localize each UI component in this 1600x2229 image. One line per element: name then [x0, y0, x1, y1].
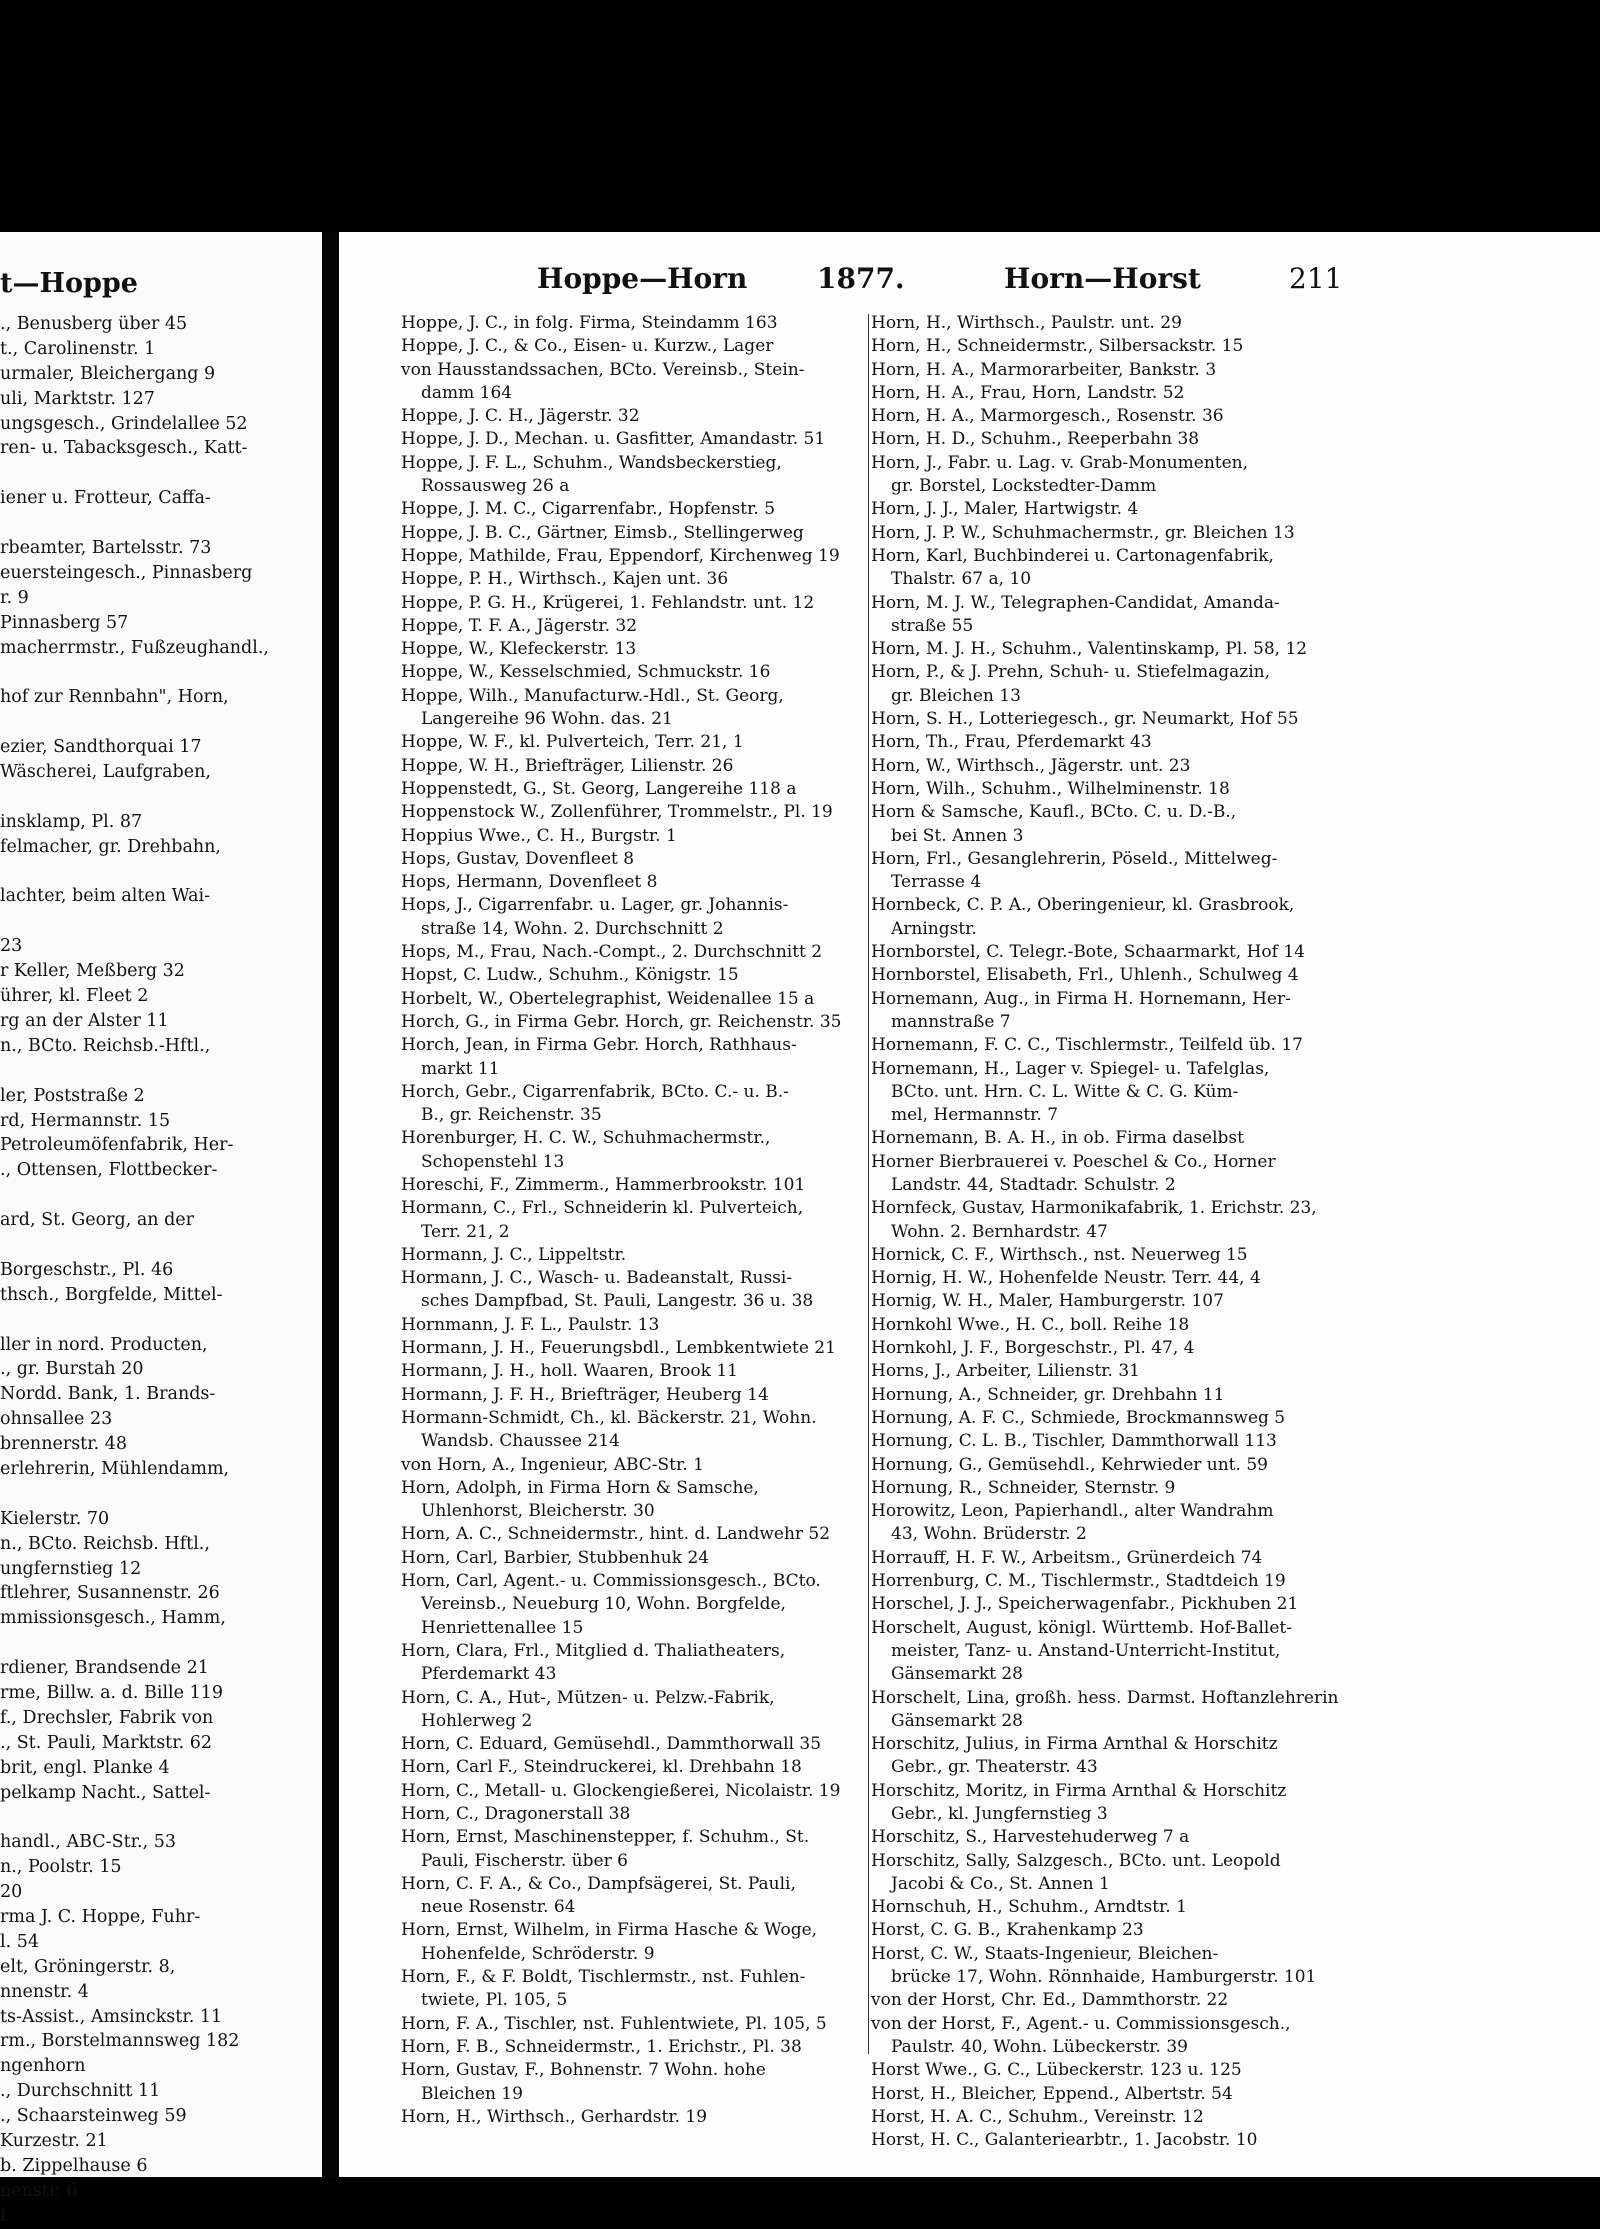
- directory-entry-line: Wohn. 2. Bernhardstr. 47: [891, 1221, 1108, 1242]
- left-page-line: ., gr. Burstah 20: [0, 1359, 144, 1380]
- directory-entry-line: Hornbeck, C. P. A., Oberingenieur, kl. Grasbrook,: [871, 895, 1295, 916]
- directory-column-2: [871, 312, 1341, 2152]
- directory-entry-line: Gänsemarkt 28: [891, 1664, 1023, 1685]
- directory-entry-line: Hohenfelde, Schröderstr. 9: [421, 1943, 655, 1964]
- directory-entry-line: gr. Bleichen 13: [891, 685, 1021, 706]
- directory-entry-line: Horn & Samsche, Kaufl., BCto. C. u. D.-B.,: [871, 802, 1237, 823]
- directory-column-1: [401, 312, 871, 2129]
- directory-entry-line: Arningstr.: [891, 918, 977, 939]
- left-page-line: [0, 1059, 322, 1084]
- directory-entry-line: Langereihe 96 Wohn. das. 21: [421, 709, 673, 730]
- directory-entry-line: Hoppe, T. F. A., Jägerstr. 32: [401, 615, 638, 636]
- left-page-line: [0, 909, 322, 934]
- left-page-line: [0, 1631, 322, 1656]
- directory-entry-line: Gänsemarkt 28: [891, 1710, 1023, 1731]
- directory-entry-line: straße 55: [891, 615, 974, 636]
- directory-entry-line: Vereinsb., Neueburg 10, Wohn. Borgfelde,: [421, 1594, 786, 1615]
- left-page-line: insklamp, Pl. 87: [0, 811, 143, 832]
- left-page-line: rbeamter, Bartelsstr. 73: [0, 538, 212, 559]
- directory-entry-line: Hornkohl Wwe., H. C., boll. Reihe 18: [871, 1314, 1190, 1335]
- directory-entry-line: Horner Bierbrauerei v. Poeschel & Co., Horner: [871, 1151, 1276, 1172]
- directory-entry-line: Landstr. 44, Stadtadr. Schulstr. 2: [891, 1174, 1176, 1195]
- directory-entry-line: Horn, C. A., Hut-, Mützen- u. Pelzw.-Fabrik,: [401, 1687, 775, 1708]
- directory-entry-line: Horn, Clara, Frl., Mitglied d. Thaliatheaters,: [401, 1640, 786, 1661]
- directory-entry-line: Horschelt, Lina, großh. hess. Darmst. Hoftanzlehrerin: [871, 1687, 1339, 1708]
- directory-entry-line: Horn, J. P. W., Schuhmachermstr., gr. Bleichen 13: [871, 522, 1295, 543]
- directory-entry-line: Horschel, J. J., Speicherwagenfabr., Pickhuben 21: [871, 1594, 1299, 1615]
- left-page-line: ts-Assist., Amsinckstr. 11: [0, 2006, 223, 2027]
- directory-entry-line: Horn, Ernst, Wilhelm, in Firma Hasche & Woge,: [401, 1920, 818, 1941]
- left-page-header: t—Hoppe: [0, 268, 138, 299]
- directory-entry-line: Hoppe, J. C., & Co., Eisen- u. Kurzw., Lager: [401, 336, 774, 357]
- directory-entry-line: 43, Wohn. Brüderstr. 2: [891, 1524, 1087, 1545]
- left-page-line: ., Schaarsteinweg 59: [0, 2106, 187, 2127]
- directory-entry-line: Horn, C., Dragonerstall 38: [401, 1804, 631, 1824]
- left-page-line: nnenstr. 4: [0, 1981, 89, 2002]
- left-page-line: rm., Borstelmannsweg 182: [0, 2031, 240, 2052]
- book-gutter: [322, 232, 339, 2177]
- directory-entry-line: Horrenburg, C. M., Tischlermstr., Stadtdeich 19: [871, 1571, 1286, 1592]
- directory-entry-line: Hoppe, W., Kesselschmied, Schmuckstr. 16: [401, 662, 771, 683]
- directory-entry-line: Hops, Gustav, Dovenfleet 8: [401, 848, 635, 869]
- left-page-line: uli, Marktstr. 127: [0, 388, 155, 409]
- left-page-line: [0, 461, 322, 486]
- left-page-line: hof zur Rennbahn", Horn,: [0, 687, 229, 708]
- directory-entry-line: markt 11: [421, 1058, 500, 1079]
- directory-entry-line: Horst, H. C., Galanteriearbtr., 1. Jacobstr. 10: [871, 2130, 1258, 2151]
- directory-entry-line: Rossausweg 26 a: [421, 476, 570, 497]
- directory-entry-line: Horn, C. Eduard, Gemüsehdl., Dammthorwall 35: [401, 1734, 822, 1755]
- directory-entry-line: Horn, H., Wirthsch., Paulstr. unt. 29: [871, 313, 1182, 333]
- directory-entry-line: Hornung, A. F. C., Schmiede, Brockmannsweg 5: [871, 1407, 1286, 1428]
- directory-entry-line: Hoppe, W. F., kl. Pulverteich, Terr. 21, 1: [401, 732, 744, 753]
- page-year: 1877.: [817, 262, 905, 295]
- left-page-line: Kurzestr. 21: [0, 2131, 108, 2152]
- directory-entry-line: Hornung, R., Schneider, Sternstr. 9: [871, 1477, 1176, 1498]
- left-page-line: r Keller, Meßberg 32: [0, 961, 185, 982]
- directory-entry-line: Horch, Jean, in Firma Gebr. Horch, Rathhaus-: [401, 1035, 797, 1056]
- left-page-line: [0, 1233, 322, 1258]
- directory-entry-line: von der Horst, Chr. Ed., Dammthorstr. 22: [871, 1990, 1229, 2011]
- directory-entry-line: Hormann, J. C., Wasch- u. Badeanstalt, Russi-: [401, 1268, 793, 1289]
- left-page-line: urmaler, Bleichergang 9: [0, 363, 216, 384]
- left-page-line: ller in nord. Producten,: [0, 1334, 208, 1355]
- left-page-line: Borgeschstr., Pl. 46: [0, 1259, 174, 1280]
- left-page-line: rma J. C. Hoppe, Fuhr-: [0, 1907, 201, 1927]
- directory-entry-line: Hornemann, F. C. C., Tischlermstr., Teilfeld üb. 17: [871, 1035, 1303, 1056]
- directory-entry-line: Hornung, A., Schneider, gr. Drehbahn 11: [871, 1384, 1225, 1405]
- directory-entry-line: B., gr. Reichenstr. 35: [421, 1105, 602, 1126]
- left-page-line: t., Carolinenstr. 1: [0, 338, 156, 359]
- directory-entry-line: Horn, Ernst, Maschinenstepper, f. Schuhm., St.: [401, 1827, 810, 1848]
- left-page-line: n., Poolstr. 15: [0, 1857, 122, 1878]
- directory-entry-line: mannstraße 7: [891, 1011, 1011, 1032]
- left-page-line: [0, 860, 322, 885]
- directory-entry-line: von der Horst, F., Agent.- u. Commissionsgesch.,: [871, 2013, 1291, 2034]
- directory-entry-line: meister, Tanz- u. Anstand-Unterricht-Institut,: [891, 1640, 1281, 1661]
- directory-entry-line: Horn, J. J., Maler, Hartwigstr. 4: [871, 499, 1139, 520]
- directory-entry-line: Horch, Gebr., Cigarrenfabrik, BCto. C.- u. B.-: [401, 1081, 789, 1102]
- directory-entry-line: Horschitz, S., Harvestehuderweg 7 a: [871, 1827, 1190, 1848]
- directory-entry-line: Horowitz, Leon, Papierhandl., alter Wandrahm: [871, 1501, 1274, 1522]
- left-page-line: ungsgesch., Grindelallee 52: [0, 413, 248, 434]
- directory-entry-line: brücke 17, Wohn. Rönnhaide, Hamburgerstr. 101: [891, 1967, 1317, 1988]
- directory-entry-line: Hornig, H. W., Hohenfelde Neustr. Terr. 44, 4: [871, 1268, 1261, 1289]
- left-page-line: [0, 511, 322, 536]
- directory-entry-line: Hormann, C., Frl., Schneiderin kl. Pulverteich,: [401, 1198, 804, 1219]
- directory-entry-line: Horn, Th., Frau, Pferdemarkt 43: [871, 732, 1152, 753]
- directory-entry-line: Horschitz, Julius, in Firma Arnthal & Horschitz: [871, 1734, 1278, 1755]
- directory-entry-line: Hoppe, J. D., Mechan. u. Gasfitter, Amandastr. 51: [401, 429, 826, 450]
- directory-entry-line: Hoppe, J. C. H., Jägerstr. 32: [401, 406, 640, 427]
- directory-entry-line: Horn, H., Schneidermstr., Silbersackstr. 15: [871, 336, 1244, 357]
- directory-entry-line: Hoppenstock W., Zollenführer, Trommelstr., Pl. 19: [401, 802, 833, 823]
- directory-entry-line: Horenburger, H. C. W., Schuhmachermstr.,: [401, 1128, 771, 1149]
- directory-entry-line: Paulstr. 40, Wohn. Lübeckerstr. 39: [891, 2036, 1188, 2057]
- directory-entry-line: Hornemann, Aug., in Firma H. Hornemann, Her-: [871, 988, 1291, 1009]
- running-head-right: Horn—Horst: [1004, 262, 1201, 295]
- left-page-line: rg an der Alster 11: [0, 1010, 169, 1031]
- directory-entry-line: twiete, Pl. 105, 5: [421, 1990, 568, 2011]
- directory-entry-line: Horn, Karl, Buchbinderei u. Cartonagenfabrik,: [871, 545, 1274, 566]
- left-page-line: brennerstr. 48: [0, 1434, 128, 1455]
- left-page-line: ngenhorn: [0, 2056, 86, 2077]
- left-page-line: brit, engl. Planke 4: [0, 1757, 170, 1778]
- left-page-line: b. Zippelhause 6: [0, 2155, 148, 2176]
- left-page-line: r. 9: [0, 587, 29, 608]
- directory-entry-line: Horn, H. A., Marmorarbeiter, Bankstr. 3: [871, 359, 1217, 380]
- directory-entry-line: bei St. Annen 3: [891, 825, 1024, 846]
- directory-entry-line: Henriettenallee 15: [421, 1617, 584, 1638]
- left-page-line: [0, 1183, 322, 1208]
- directory-entry-line: mel, Hermannstr. 7: [891, 1105, 1059, 1126]
- left-page-line: elt, Gröningerstr. 8,: [0, 1956, 176, 1977]
- directory-entry-line: Horn, Carl F., Steindruckerei, kl. Drehbahn 18: [401, 1757, 802, 1778]
- directory-entry-line: Hops, J., Cigarrenfabr. u. Lager, gr. Johannis-: [401, 895, 789, 916]
- left-page-line: l. 54: [0, 1931, 39, 1952]
- directory-entry-line: sches Dampfbad, St. Pauli, Langestr. 36 u. 38: [421, 1291, 814, 1312]
- directory-entry-line: Horns, J., Arbeiter, Lilienstr. 31: [871, 1361, 1140, 1382]
- directory-entry-line: Hoppe, Wilh., Manufacturw.-Hdl., St. Georg,: [401, 685, 784, 706]
- directory-entry-line: Horn, M. J. H., Schuhm., Valentinskamp, Pl. 58, 12: [871, 639, 1308, 660]
- directory-entry-line: Horn, F. B., Schneidermstr., 1. Erichstr., Pl. 38: [401, 2036, 802, 2057]
- directory-entry-line: Hornung, G., Gemüsehdl., Kehrwieder unt. 59: [871, 1454, 1268, 1475]
- directory-entry-line: Hohlerweg 2: [421, 1710, 533, 1731]
- directory-entry-line: Horbelt, W., Obertelegraphist, Weidenallee 15 a: [401, 988, 815, 1009]
- directory-entry-line: damm 164: [421, 382, 513, 403]
- left-page-lines: [0, 312, 322, 2229]
- page-number: 211: [1289, 262, 1343, 295]
- directory-entry-line: neue Rosenstr. 64: [421, 1897, 576, 1918]
- directory-entry-line: Horschitz, Moritz, in Firma Arnthal & Horschitz: [871, 1780, 1287, 1801]
- left-page-line: [0, 1805, 322, 1830]
- directory-entry-line: Gebr., kl. Jungfernstieg 3: [891, 1804, 1108, 1824]
- directory-entry-line: Hoppe, J. F. L., Schuhm., Wandsbeckerstieg,: [401, 452, 782, 473]
- column-divider: [868, 314, 869, 2054]
- directory-entry-line: Bleichen 19: [421, 2083, 523, 2104]
- directory-entry-line: Horn, C., Metall- u. Glockengießerei, Nicolaistr. 19: [401, 1780, 841, 1801]
- left-page-line: Wäscherei, Laufgraben,: [0, 762, 211, 783]
- directory-entry-line: Hormann, J. C., Lippeltstr.: [401, 1244, 627, 1265]
- directory-entry-line: Hoppe, P. H., Wirthsch., Kajen unt. 36: [401, 569, 729, 590]
- directory-entry-line: Horn, H., Wirthsch., Gerhardstr. 19: [401, 2106, 708, 2127]
- left-page-line: Nordd. Bank, 1. Brands-: [0, 1384, 216, 1405]
- left-page-line: [0, 1482, 322, 1507]
- directory-entry-line: Horn, M. J. W., Telegraphen-Candidat, Amanda-: [871, 592, 1280, 613]
- left-page-line: n., BCto. Reichsb. Hftl.,: [0, 1533, 210, 1554]
- directory-entry-line: Hornmann, J. F. L., Paulstr. 13: [401, 1314, 660, 1335]
- directory-entry-line: Horn, Gustav, F., Bohnenstr. 7 Wohn. hohe: [401, 2060, 766, 2081]
- left-page-line: ., Benusberg über 45: [0, 314, 188, 334]
- directory-entry-line: Pauli, Fischerstr. über 6: [421, 1850, 628, 1871]
- left-page-line: Pinnasberg 57: [0, 612, 129, 633]
- directory-entry-line: Horst, C. G. B., Krahenkamp 23: [871, 1920, 1144, 1941]
- left-page-line: [0, 660, 322, 685]
- directory-entry-line: Horschitz, Sally, Salzgesch., BCto. unt. Leopold: [871, 1850, 1281, 1871]
- directory-entry-line: von Horn, A., Ingenieur, ABC-Str. 1: [401, 1454, 704, 1475]
- directory-entry-line: Horn, C. F. A., & Co., Dampfsägerei, St. Pauli,: [401, 1873, 796, 1894]
- left-page-line: [0, 785, 322, 810]
- left-page-line: Petroleumöfenfabrik, Her-: [0, 1135, 234, 1156]
- left-page-line: mmissionsgesch., Hamm,: [0, 1608, 226, 1629]
- directory-entry-line: Gebr., gr. Theaterstr. 43: [891, 1757, 1098, 1778]
- directory-entry-line: Horn, Carl, Barbier, Stubbenhuk 24: [401, 1547, 710, 1568]
- left-page-line: macherrmstr., Fußzeughandl.,: [0, 637, 269, 658]
- left-page-line: f., Drechsler, Fabrik von: [0, 1707, 214, 1728]
- directory-entry-line: Horst, H., Bleicher, Eppend., Albertstr. 54: [871, 2083, 1233, 2104]
- directory-entry-line: Hornkohl, J. F., Borgeschstr., Pl. 47, 4: [871, 1338, 1195, 1359]
- directory-entry-line: Horn, Carl, Agent.- u. Commissionsgesch., BCto.: [401, 1571, 821, 1592]
- left-page-line: Kielerstr. 70: [0, 1508, 110, 1529]
- directory-entry-line: Horn, J., Fabr. u. Lag. v. Grab-Monumenten,: [871, 452, 1249, 473]
- left-page-line: erlehrerin, Mühlendamm,: [0, 1458, 230, 1479]
- directory-entry-line: Hornschuh, H., Schuhm., Arndtstr. 1: [871, 1897, 1187, 1918]
- left-page-line: ., St. Pauli, Marktstr. 62: [0, 1732, 213, 1753]
- directory-entry-line: Horn, S. H., Lotteriegesch., gr. Neumarkt, Hof 55: [871, 709, 1299, 730]
- directory-entry-line: Jacobi & Co., St. Annen 1: [891, 1873, 1110, 1894]
- left-page-line: ezier, Sandthorquai 17: [0, 737, 202, 758]
- directory-entry-line: Hoppe, Mathilde, Frau, Eppendorf, Kirchenweg 19: [401, 545, 840, 566]
- left-page-line: n., BCto. Reichsb.-Hftl.,: [0, 1035, 211, 1056]
- left-page-line: iener u. Frotteur, Caffa-: [0, 488, 211, 509]
- left-page-line: lachter, beim alten Wai-: [0, 886, 211, 907]
- directory-entry-line: Hops, Hermann, Dovenfleet 8: [401, 872, 658, 893]
- directory-entry-line: Hormann, J. H., Feuerungsbdl., Lembkentwiete 21: [401, 1338, 836, 1359]
- left-page-fragment: [0, 232, 322, 2226]
- directory-entry-line: Hornborstel, Elisabeth, Frl., Uhlenh., Schulweg 4: [871, 965, 1299, 986]
- directory-entry-line: Horn, H. A., Frau, Horn, Landstr. 52: [871, 382, 1185, 403]
- left-page-line: ohnsallee 23: [0, 1409, 113, 1430]
- directory-entry-line: Hornick, C. F., Wirthsch., nst. Neuerweg 15: [871, 1244, 1248, 1265]
- left-page-line: nenstr. 6: [0, 2180, 78, 2201]
- left-page-line: handl., ABC-Str., 53: [0, 1832, 177, 1853]
- directory-entry-line: Horn, A. C., Schneidermstr., hint. d. Landwehr 52: [401, 1524, 831, 1545]
- directory-entry-line: Hornung, C. L. B., Tischler, Dammthorwall 113: [871, 1431, 1277, 1452]
- left-page-line: rdiener, Brandsende 21: [0, 1658, 209, 1679]
- directory-entry-line: Horst Wwe., G. C., Lübeckerstr. 123 u. 125: [871, 2060, 1242, 2081]
- left-page-line: rme, Billw. a. d. Bille 119: [0, 1682, 223, 1703]
- running-head-left: Hoppe—Horn: [537, 262, 748, 295]
- directory-entry-line: straße 14, Wohn. 2. Durchschnitt 2: [421, 918, 724, 939]
- directory-entry-line: Horn, Adolph, in Firma Horn & Samsche,: [401, 1477, 759, 1498]
- directory-entry-line: Hoppius Wwe., C. H., Burgstr. 1: [401, 825, 677, 846]
- directory-entry-line: Horn, P., & J. Prehn, Schuh- u. Stiefelmagazin,: [871, 662, 1271, 683]
- directory-entry-line: Hornemann, B. A. H., in ob. Firma daselbst: [871, 1128, 1244, 1149]
- left-page-line: ftlehrer, Susannenstr. 26: [0, 1583, 220, 1604]
- left-page-line: [0, 710, 322, 735]
- left-page-line: thsch., Borgfelde, Mittel-: [0, 1284, 223, 1305]
- directory-entry-line: Hoppe, P. G. H., Krügerei, 1. Fehlandstr. unt. 12: [401, 592, 815, 613]
- directory-entry-line: Hopst, C. Ludw., Schuhm., Königstr. 15: [401, 965, 739, 986]
- directory-entry-line: Terrasse 4: [891, 872, 982, 893]
- left-page-line: ler, Poststraße 2: [0, 1085, 145, 1106]
- left-page-line: ungfernstieg 12: [0, 1558, 142, 1579]
- directory-entry-line: Wandsb. Chaussee 214: [421, 1431, 620, 1452]
- directory-entry-line: Horn, Frl., Gesanglehrerin, Pöseld., Mittelweg-: [871, 848, 1278, 869]
- left-page-line: ., Ottensen, Flottbecker-: [0, 1160, 218, 1181]
- left-page-line: ard, St. Georg, an der: [0, 1210, 195, 1231]
- directory-entry-line: Hornemann, H., Lager v. Spiegel- u. Tafelglas,: [871, 1058, 1270, 1079]
- directory-entry-line: Hoppe, J. M. C., Cigarrenfabr., Hopfenstr. 5: [401, 499, 776, 520]
- page-header: [339, 262, 1600, 302]
- directory-entry-line: Hoppe, J. C., in folg. Firma, Steindamm 163: [401, 313, 778, 333]
- left-page-line: felmacher, gr. Drehbahn,: [0, 836, 221, 857]
- right-page: [339, 232, 1600, 2177]
- directory-entry-line: Horch, G., in Firma Gebr. Horch, gr. Reichenstr. 35: [401, 1011, 842, 1032]
- directory-entry-line: Horn, H. A., Marmorgesch., Rosenstr. 36: [871, 406, 1224, 427]
- directory-entry-line: Horn, Wilh., Schuhm., Wilhelminenstr. 18: [871, 778, 1230, 799]
- left-page-line: ührer, kl. Fleet 2: [0, 986, 149, 1007]
- directory-entry-line: von Hausstandssachen, BCto. Vereinsb., Stein-: [401, 359, 805, 380]
- left-page-line: euersteingesch., Pinnasberg: [0, 562, 253, 583]
- directory-entry-line: Hoppe, W. H., Briefträger, Lilienstr. 26: [401, 755, 734, 776]
- left-page-line: ren- u. Tabacksgesch., Katt-: [0, 438, 248, 459]
- directory-entry-line: Horn, W., Wirthsch., Jägerstr. unt. 23: [871, 755, 1191, 776]
- directory-entry-line: BCto. unt. Hrn. C. L. Witte & C. G. Küm-: [891, 1081, 1239, 1102]
- directory-entry-line: Horn, H. D., Schuhm., Reeperbahn 38: [871, 429, 1200, 450]
- left-page-line: rd, Hermannstr. 15: [0, 1110, 171, 1131]
- directory-entry-line: Horst, H. A. C., Schuhm., Vereinstr. 12: [871, 2106, 1204, 2127]
- directory-entry-line: Thalstr. 67 a, 10: [891, 569, 1032, 590]
- directory-entry-line: Horrauff, H. F. W., Arbeitsm., Grünerdeich 74: [871, 1547, 1263, 1568]
- left-page-line: 23: [0, 936, 23, 957]
- left-page-line: l: [0, 2205, 6, 2226]
- directory-entry-line: Pferdemarkt 43: [421, 1664, 557, 1685]
- directory-entry-line: Hormann, J. H., holl. Waaren, Brook 11: [401, 1361, 738, 1382]
- directory-entry-line: Hormann, J. F. H., Briefträger, Heuberg 14: [401, 1384, 769, 1405]
- directory-entry-line: Hornig, W. H., Maler, Hamburgerstr. 107: [871, 1291, 1224, 1312]
- directory-entry-line: Hops, M., Frau, Nach.-Compt., 2. Durchschnitt 2: [401, 942, 823, 963]
- directory-entry-line: gr. Borstel, Lockstedter-Damm: [891, 476, 1157, 497]
- directory-entry-line: Hornfeck, Gustav, Harmonikafabrik, 1. Erichstr. 23,: [871, 1198, 1317, 1219]
- directory-entry-line: Horeschi, F., Zimmerm., Hammerbrookstr. 101: [401, 1174, 806, 1195]
- directory-entry-line: Hornborstel, C. Telegr.-Bote, Schaarmarkt, Hof 14: [871, 942, 1305, 963]
- directory-entry-line: Horn, F. A., Tischler, nst. Fuhlentwiete, Pl. 105, 5: [401, 2013, 827, 2034]
- directory-entry-line: Horschelt, August, königl. Württemb. Hof-Ballet-: [871, 1617, 1293, 1638]
- directory-entry-line: Terr. 21, 2: [421, 1221, 510, 1242]
- directory-entry-line: Hoppenstedt, G., St. Georg, Langereihe 118 a: [401, 778, 797, 799]
- left-page-line: pelkamp Nacht., Sattel-: [0, 1782, 211, 1803]
- directory-entry-line: Hoppe, W., Klefeckerstr. 13: [401, 639, 637, 660]
- left-page-line: ., Durchschnitt 11: [0, 2081, 161, 2102]
- directory-entry-line: Hoppe, J. B. C., Gärtner, Eimsb., Stellingerweg: [401, 522, 804, 543]
- left-page-line: 20: [0, 1882, 23, 1903]
- directory-entry-line: Hormann-Schmidt, Ch., kl. Bäckerstr. 21, Wohn.: [401, 1407, 817, 1428]
- directory-entry-line: Schopenstehl 13: [421, 1151, 565, 1172]
- directory-entry-line: Horst, C. W., Staats-Ingenieur, Bleichen-: [871, 1943, 1219, 1964]
- directory-entry-line: Horn, F., & F. Boldt, Tischlermstr., nst. Fuhlen-: [401, 1967, 806, 1988]
- left-page-line: [0, 1308, 322, 1333]
- directory-entry-line: Uhlenhorst, Bleicherstr. 30: [421, 1501, 655, 1522]
